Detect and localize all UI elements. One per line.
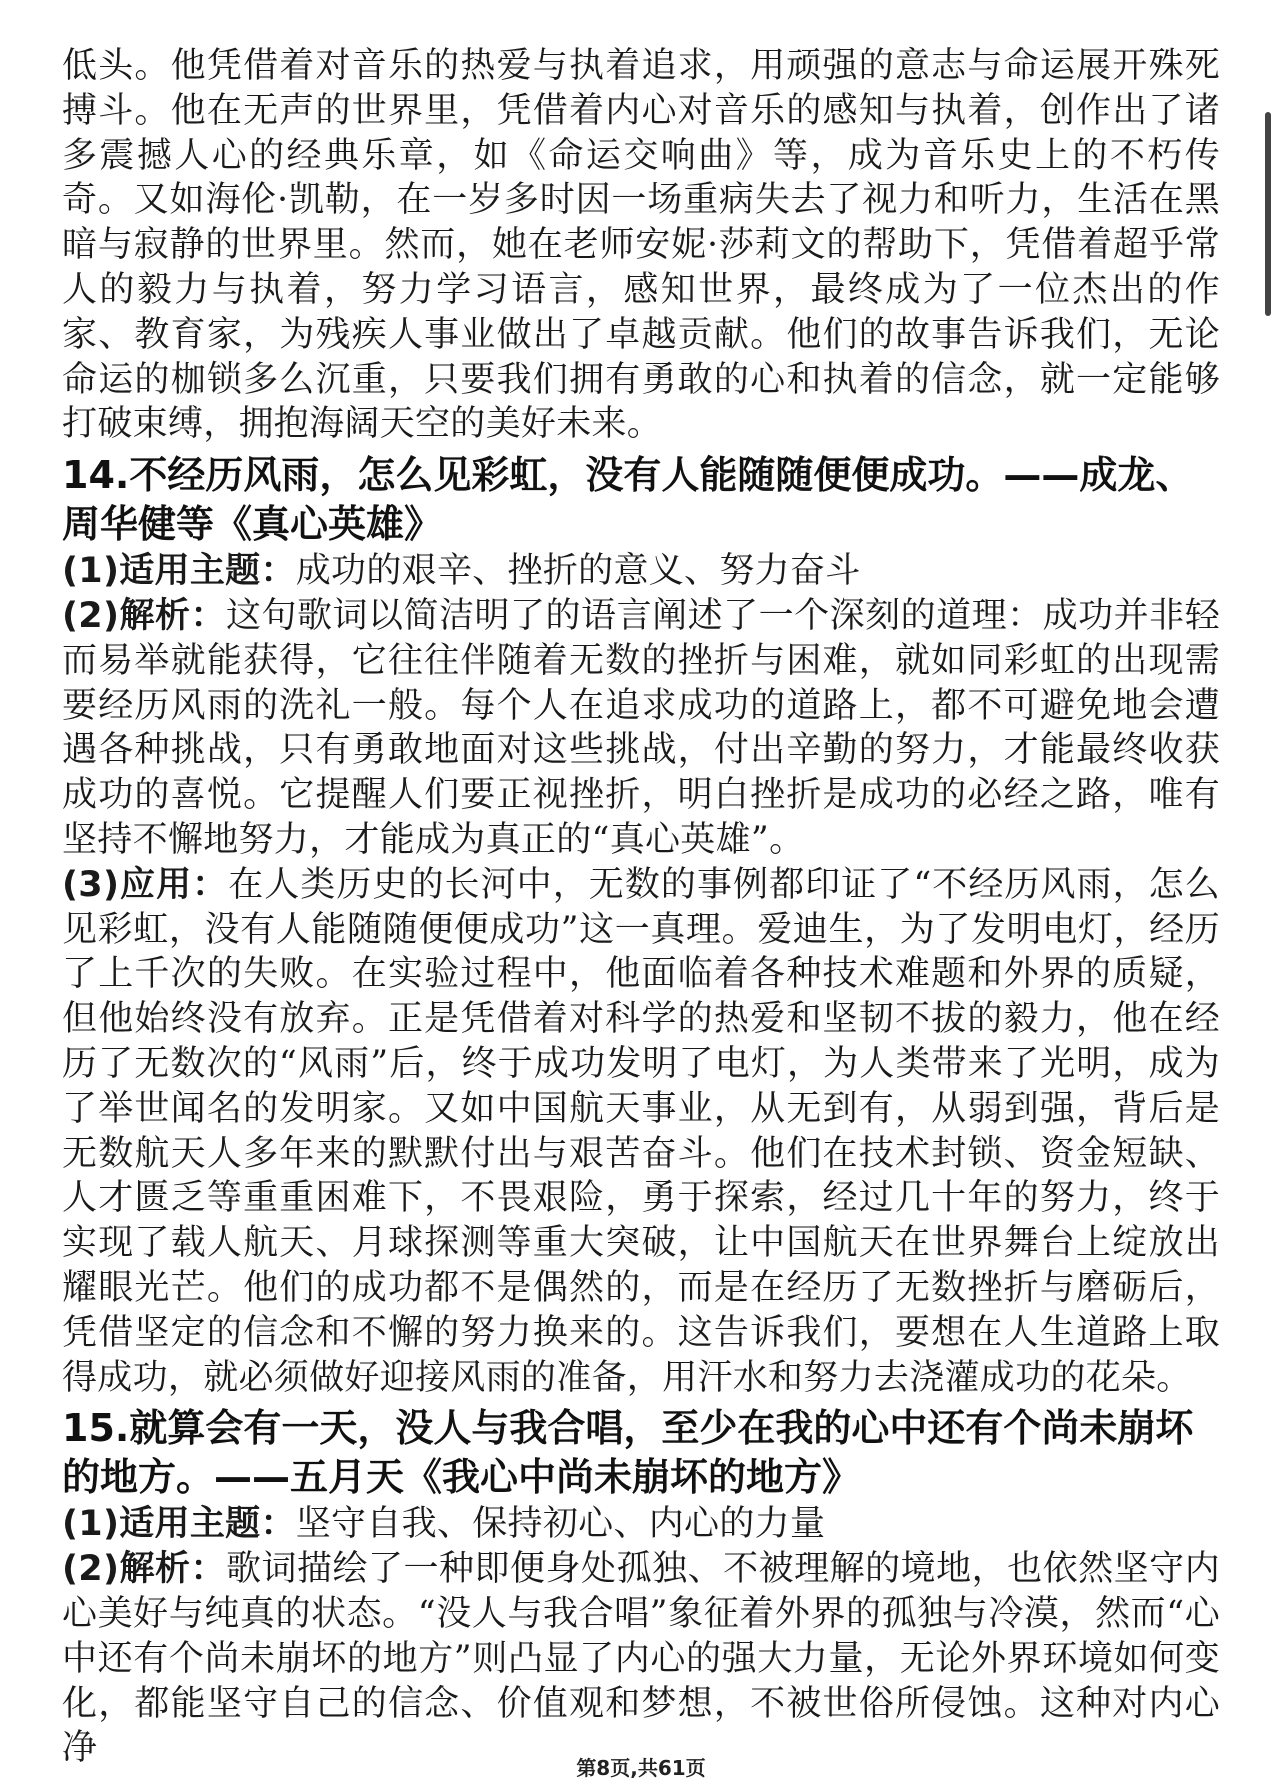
section-14-heading: 14.不经历风雨，怎么见彩虹，没有人能随随便便成功。——成龙、周华健等《真心英雄》 <box>62 453 1194 547</box>
section-15-heading: 15.就算会有一天，没人与我合唱，至少在我的心中还有个尚未崩坏的地方。——五月天《我心中尚未崩坏的地方》 <box>62 1406 1194 1500</box>
document-page <box>62 44 1220 1771</box>
section-14-application <box>62 863 1220 1401</box>
section-14-analysis <box>62 594 1220 863</box>
intro-paragraph: 低头。他凭借着对音乐的热爱与执着追求，用顽强的意志与命运展开殊死搏斗。他在无声的世界里，凭借着内心对音乐的感知与执着，创作出了诸多震撼人心的经典乐章，如《命运交响曲》等，成为音乐史上的不朽传奇。又如海伦·凯勒，在一岁多时因一场重病失去了视力和听力，生活在黑暗与寂静的世界里。然而，她在老师安妮·莎莉文的帮助下，凭借着超乎常人的毅力与执着，努力学习语言，感知世界，最终成为了一位杰出的作家、教育家，为残疾人事业做出了卓越贡献。他们的故事告诉我们，无论命运的枷锁多么沉重，只要我们拥有勇敢的心和执着的信念，就一定能够打破束缚，拥抱海阔天空的美好未来。 <box>62 46 1220 445</box>
section-14-theme <box>62 549 1220 594</box>
section-15-theme <box>62 1502 1220 1547</box>
theme-text: 坚守自我、保持初心、内心的力量 <box>295 1504 826 1545</box>
analysis-label: (2)解析： <box>62 1549 226 1590</box>
application-label: (3)应用： <box>62 864 229 905</box>
theme-text: 成功的艰辛、挫折的意义、努力奋斗 <box>295 551 861 592</box>
analysis-label: (2)解析： <box>62 595 226 636</box>
application-text: 在人类历史的长河中，无数的事例都印证了“不经历风雨，怎么见彩虹，没有人能随随便便成功”这一真理。爱迪生，为了发明电灯，经历了上千次的失败。在实验过程中，他面临着各种技术难题和外界的质疑，但他始终没有放弃。正是凭借着对科学的热爱和坚韧不拔的毅力，他在经历了无数次的“风雨”后，终于成功发明了电灯，为人类带来了光明，成为了举世闻名的发明家。又如中国航天事业，从无到有，从弱到强，背后是无数航天人多年来的默默付出与艰苦奋斗。他们在技术封锁、资金短缺、人才匮乏等重重困难下，不畏艰险，勇于探索，经过几十年的努力，终于实现了载人航天、月球探测等重大突破，让中国航天在世界舞台上绽放出耀眼光芒。他们的成功都不是偶然的，而是在经历了无数挫折与磨砺后，凭借坚定的信念和不懈的努力换来的。这告诉我们，要想在人生道路上取得成功，就必须做好迎接风雨的准备，用汗水和努力去浇灌成功的花朵。 <box>62 864 1220 1398</box>
section-15-analysis <box>62 1547 1220 1771</box>
analysis-text: 这句歌词以简洁明了的语言阐述了一个深刻的道理：成功并非轻而易举就能获得，它往往伴随着无数的挫折与困难，就如同彩虹的出现需要经历风雨的洗礼一般。每个人在追求成功的道路上，都不可避免地会遭遇各种挑战，只有勇敢地面对这些挑战，付出辛勤的努力，才能最终收获成功的喜悦。它提醒人们要正视挫折，明白挫折是成功的必经之路，唯有坚持不懈地努力，才能成为真正的“真心英雄”。 <box>62 595 1220 860</box>
analysis-text: 歌词描绘了一种即便身处孤独、不被理解的境地，也依然坚守内心美好与纯真的状态。“没人与我合唱”象征着外界的孤独与冷漠，然而“心中还有个尚未崩坏的地方”则凸显了内心的强大力量，无论外界环境如何变化，都能坚守自己的信念、价值观和梦想，不被世俗所侵蚀。这种对内心净 <box>62 1549 1220 1769</box>
page-number: 第8页,共61页 <box>576 1756 706 1780</box>
theme-label: (1)适用主题： <box>62 1504 296 1545</box>
theme-label: (1)适用主题： <box>62 551 296 592</box>
scrollbar[interactable] <box>1265 112 1271 316</box>
